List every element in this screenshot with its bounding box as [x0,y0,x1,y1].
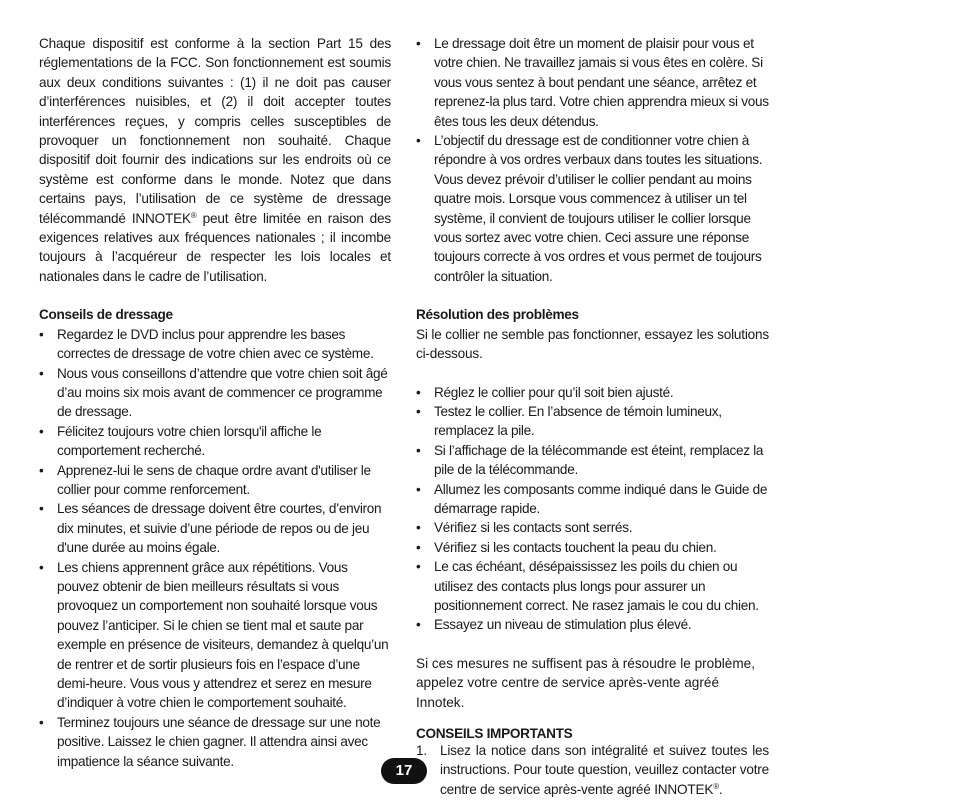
list-item: • Terminez toujours une séance de dressage sur une note positive. Laissez le chien gagner. Il attendra ainsi avec impatience la séance suivante. [39,714,381,769]
troubleshooting-list [416,383,769,635]
list-item: • Allumez les composants comme indiqué dans le Guide de démarrage rapide. [416,481,768,516]
registered-mark: ® [190,210,197,220]
bullet-icon: • [39,714,44,730]
bullet-icon: • [39,365,44,381]
list-item: • Testez le collier. En l’absence de témoin lumineux, remplacez la pile. [416,403,722,439]
page-number-badge: 17 [381,758,427,784]
tips-heading: Conseils de dressage [39,307,173,323]
list-item: • Réglez le collier pour qu’il soit bien ajusté. [416,383,769,402]
list-item: • Vérifiez si les contacts sont serrés. [416,518,769,537]
item-number: 1. [416,743,427,758]
important-heading: CONSEILS IMPORTANTS [416,726,573,741]
troubleshooting-intro: Si le collier ne semble pas fonctionner, essayez les solutions ci-dessous. [416,326,769,362]
bullet-icon: • [39,501,44,517]
list-item: • L’objectif du dressage est de conditionner votre chien à répondre à vos ordres verbaux dans toutes les situations. Vous devez prévoir d’utiliser le collier pendant au moins quatre mois. Lorsque vous commencez à utiliser un tel système, il convient de toujours utiliser le collier lorsque vous sortez avec votre chien. Ceci assure une réponse toujours correcte à vos ordres et vous permet de toujours contrôler la situation. [416,133,763,284]
bullet-icon: • [416,442,421,458]
list-item: • Vérifiez si les contacts touchent la peau du chien. [416,538,769,557]
bullet-icon: • [416,617,421,633]
bullet-icon: • [39,462,44,478]
list-item: • Nous vous conseillons d’attendre que votre chien soit âgé d’au moins six mois avant de commencer ce programme de dressage. [39,365,388,420]
tips-list [39,325,391,771]
left-column [39,34,391,771]
bullet-icon: • [39,326,44,342]
bullet-icon: • [416,133,421,149]
list-item: • Essayez un niveau de stimulation plus élevé. [416,615,769,634]
bullet-icon: • [416,520,421,536]
list-item: • Le cas échéant, désépaississez les poils du chien ou utilisez des contacts plus longs pour assurer un positionnement correct. Ne rasez jamais le cou du chien. [416,559,759,613]
fcc-compliance-paragraph [39,34,391,286]
tips-list-continued [416,34,769,286]
bullet-icon: • [416,403,421,419]
list-item: • Si l’affichage de la télécommande est éteint, remplacez la pile de la télécommande. [416,442,764,478]
list-item: • Le dressage doit être un moment de plaisir pour vous et votre chien. Ne travaillez jamais si vous êtes en colère. Si vous vous sentez à bout pendant une séance, arrêtez et reprenez-la plus tard. Votre chien apprendra mieux si vous êtes tous les deux détendus. [416,36,769,129]
bullet-icon: • [416,36,421,51]
bullet-icon: • [416,559,421,575]
list-item: • Les chiens apprennent grâce aux répétitions. Vous pouvez obtenir de bien meilleurs résultats si vous provoquez un comportement non souhaité lorsque vous pouvez l’anticiper. Si le chien se tient mal et saute par exemple en présence de visiteurs, demandez à quelqu’un de rentrer et de sortir plusieurs fois en l’espace d’une demi-heure. Vous vous y attendrez et serez en mesure d’indiquer à votre chien le comportement souhaité. [39,559,389,711]
bullet-icon: • [39,559,44,575]
bullet-icon: • [39,423,44,439]
troubleshooting-heading: Résolution des problèmes [416,307,579,323]
list-item: • Regardez le DVD inclus pour apprendre les bases correctes de dressage de votre chien avec ce système. [39,326,374,362]
fcc-text-part2: peut être limitée en raison des exigences relatives aux fréquences nationales ; il incombe toujours à l’acquéreur de respecter les lois locales et nationales dans le cadre de l’utilisation. [39,210,391,284]
important-item: 1. Lisez la notice dans son intégralité et suivez toutes les instructions. Pour toute question, veuillez contacter votre centre de service après-vente agréé INNOTEK®. [416,743,769,797]
right-column [416,34,769,799]
fcc-text-part1: Chaque dispositif est conforme à la section Part 15 des réglementations de la FCC. Son fonctionnement est soumis aux deux conditions suivantes : (1) il ne doit pas causer d’interférences nuisibles, et (2) il doit accepter toutes interférences reçues, y compris celles susceptibles de provoquer un fonctionnement non souhaité. Chaque dispositif doit fournir des indications sur les endroits où ce système est conforme dans le monde. Notez que dans certains pays, l’utilisation de ce système de dressage télécommandé INNOTEK [39,36,391,226]
service-paragraph: Si ces mesures ne suffisent pas à résoudre le problème, appelez votre centre de service après-vente agréé Innotek. [416,655,756,710]
list-item: • Félicitez toujours votre chien lorsqu'il affiche le comportement recherché. [39,423,322,459]
registered-mark: ® [713,781,719,791]
list-item: • Les séances de dressage doivent être courtes, d’environ dix minutes, et suivie d’une période de repos ou de jeu d'une durée au moins égale. [39,501,382,556]
bullet-icon: • [416,539,421,555]
bullet-icon: • [416,384,421,400]
list-item: • Apprenez-lui le sens de chaque ordre avant d'utiliser le collier pour comme renforcement. [39,462,371,497]
bullet-icon: • [416,481,421,497]
